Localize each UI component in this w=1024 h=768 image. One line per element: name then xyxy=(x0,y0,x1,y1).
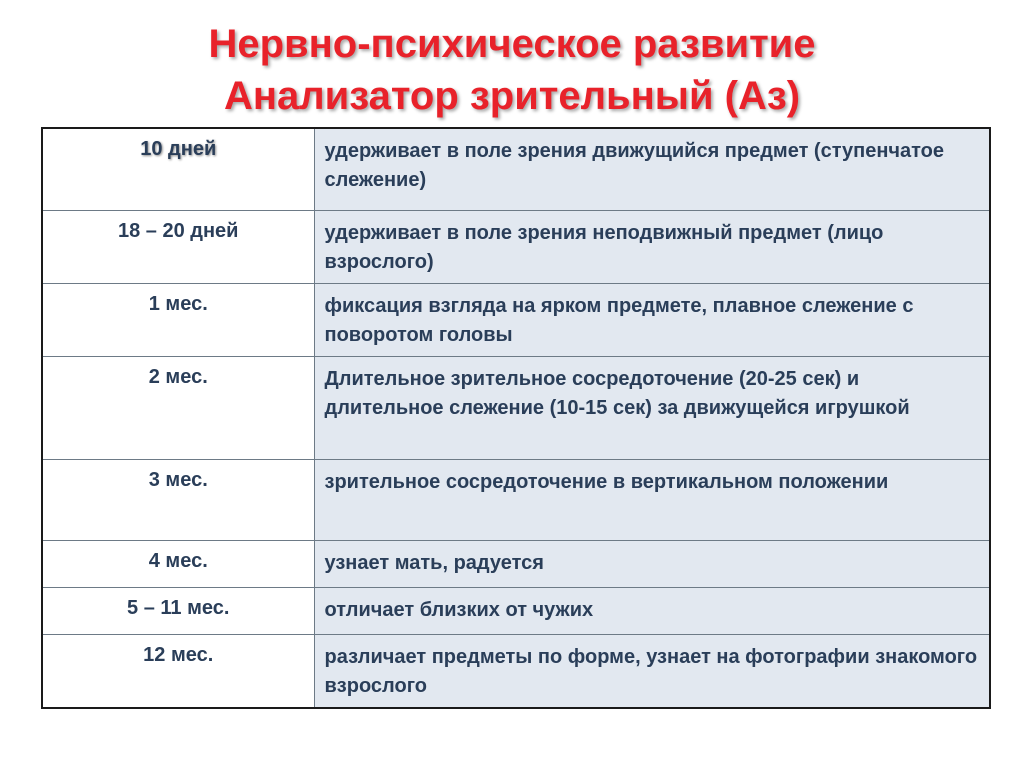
description-cell: узнает мать, радуется xyxy=(314,540,990,587)
description-cell: зрительное сосредоточение в вертикальном положении xyxy=(314,459,990,540)
table-row xyxy=(42,128,990,210)
description-cell: отличает близких от чужих xyxy=(314,587,990,634)
table-row xyxy=(42,459,990,540)
age-cell: 10 дней xyxy=(42,128,314,210)
age-cell: 5 – 11 мес. xyxy=(42,587,314,634)
development-table xyxy=(41,127,991,709)
age-cell: 12 мес. xyxy=(42,634,314,708)
description-cell: Длительное зрительное сосредоточение (20-25 сек) и длительное слежение (10-15 сек) за движущейся игрушкой xyxy=(314,356,990,459)
age-cell: 4 мес. xyxy=(42,540,314,587)
title-line-1: Нервно-психическое развитие xyxy=(208,22,816,66)
age-cell: 18 – 20 дней xyxy=(42,210,314,283)
table-row xyxy=(42,634,990,708)
age-cell: 3 мес. xyxy=(42,459,314,540)
age-cell: 2 мес. xyxy=(42,356,314,459)
description-cell: удерживает в поле зрения неподвижный предмет (лицо взрослого) xyxy=(314,210,990,283)
description-cell: различает предметы по форме, узнает на фотографии знакомого взрослого xyxy=(314,634,990,708)
age-cell: 1 мес. xyxy=(42,283,314,356)
table-row xyxy=(42,540,990,587)
table-row xyxy=(42,210,990,283)
page-title xyxy=(0,18,1024,122)
table-row xyxy=(42,356,990,459)
description-cell: удерживает в поле зрения движущийся предмет (ступенчатое слежение) xyxy=(314,128,990,210)
table-row xyxy=(42,587,990,634)
description-cell: фиксация взгляда на ярком предмете, плавное слежение с поворотом головы xyxy=(314,283,990,356)
title-line-2: Анализатор зрительный (Аз) xyxy=(223,74,801,118)
table-row xyxy=(42,283,990,356)
